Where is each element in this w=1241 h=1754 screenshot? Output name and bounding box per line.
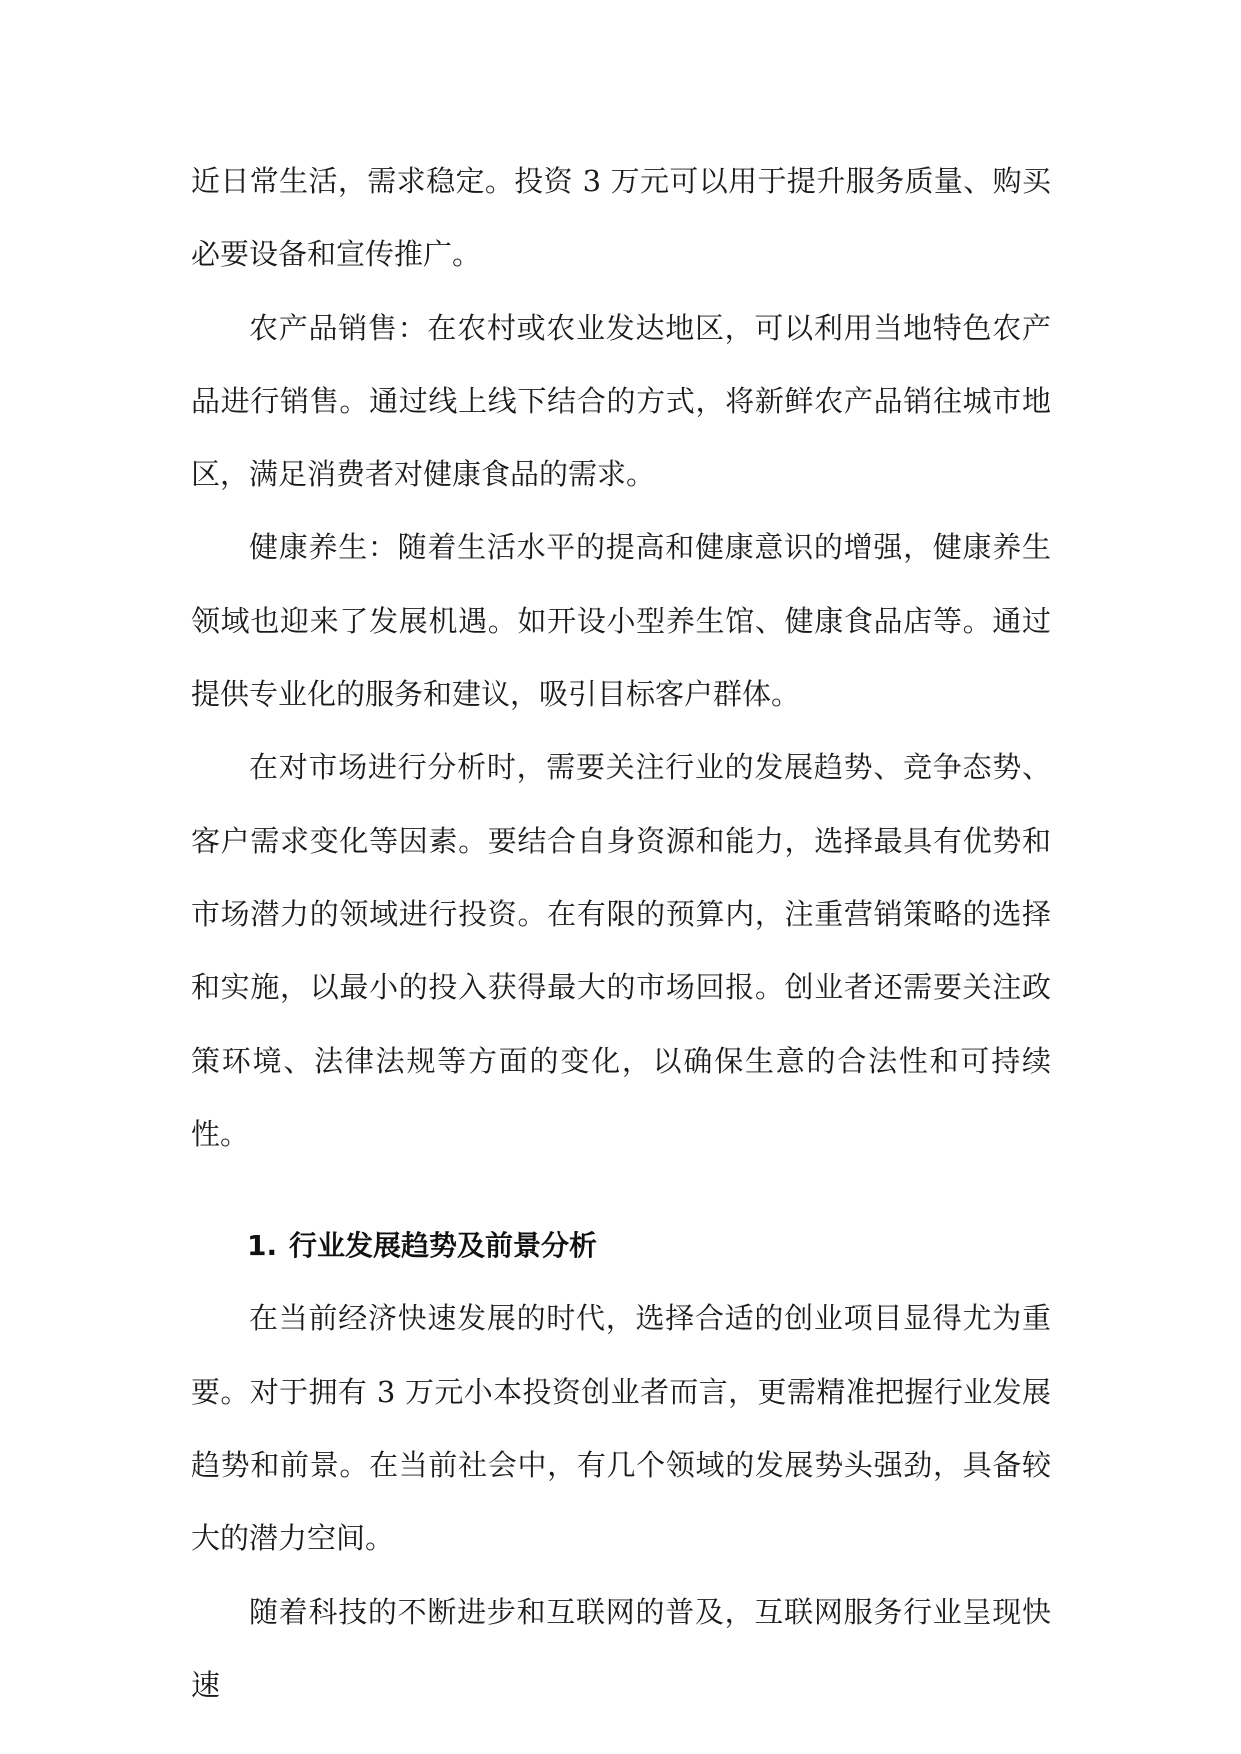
paragraph-continuation: 近日常生活，需求稳定。投资 3 万元可以用于提升服务质量、购买必要设备和宣传推广。: [191, 164, 1051, 272]
paragraph-agricultural-sales: 农产品销售：在农村或农业发达地区，可以利用当地特色农产品进行销售。通过线上线下结合的方式，将新鲜农产品销往城市地区，满足消费者对健康食品的需求。: [191, 310, 1051, 492]
section-heading: [191, 1209, 1051, 1282]
paragraph-internet-services: 随着科技的不断进步和互联网的普及，互联网服务行业呈现快速: [191, 1594, 1051, 1702]
document-body: [191, 145, 1051, 1722]
section-number: 1.: [247, 1229, 278, 1263]
paragraph-health-wellness: 健康养生：随着生活水平的提高和健康意识的增强，健康养生领域也迎来了发展机遇。如开设小型养生馆、健康食品店等。通过提供专业化的服务和建议，吸引目标客户群体。: [191, 530, 1051, 712]
section-title: 行业发展趋势及前景分析: [289, 1229, 598, 1263]
paragraph-market-analysis: 在对市场进行分析时，需要关注行业的发展趋势、竞争态势、客户需求变化等因素。要结合自身资源和能力，选择最具有优势和市场潜力的领域进行投资。在有限的预算内，注重营销策略的选择和实施，以最小的投入获得最大的市场回报。创业者还需要关注政策环境、法律法规等方面的变化，以确保生意的合法性和可持续性。: [191, 750, 1051, 1151]
paragraph-industry-intro: 在当前经济快速发展的时代，选择合适的创业项目显得尤为重要。对于拥有 3 万元小本投资创业者而言，更需精准把握行业发展趋势和前景。在当前社会中，有几个领域的发展势头强劲，具备较大的潜力空间。: [191, 1301, 1051, 1556]
